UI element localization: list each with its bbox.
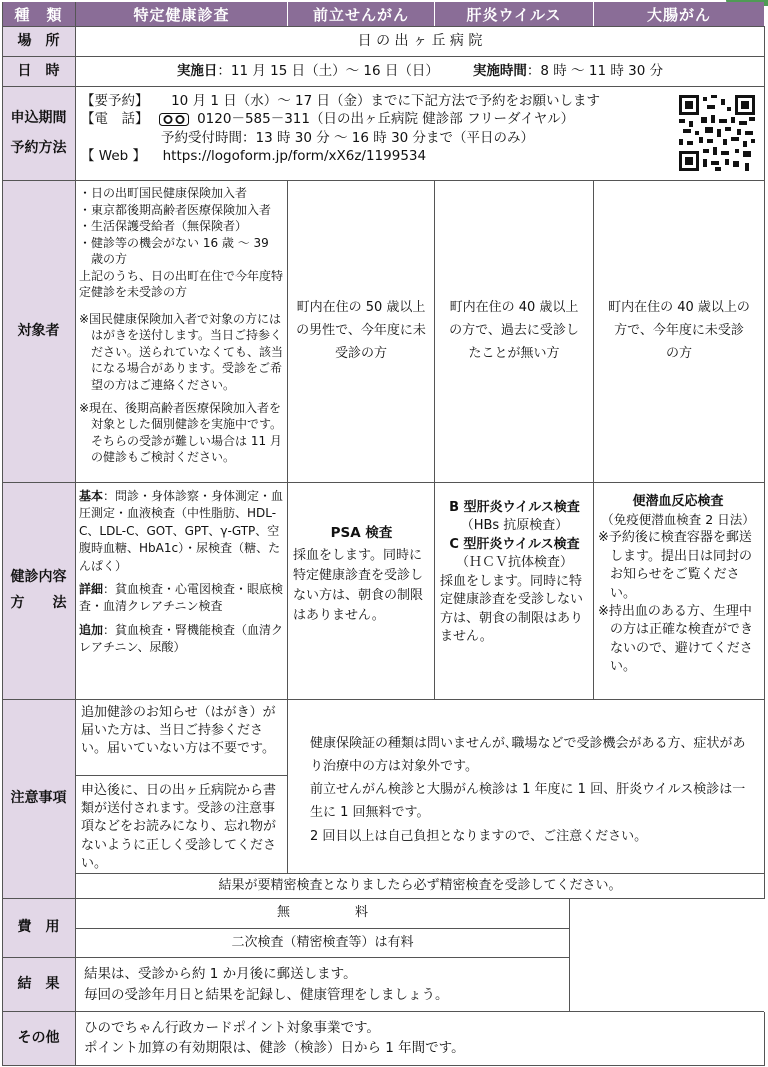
result-content bbox=[76, 958, 569, 1011]
reserve-text: 10 月 1 日（水）～ 17 日（金）までに下記方法で予約をお願いします bbox=[171, 93, 600, 109]
grid-line bbox=[2, 957, 569, 958]
notes-right-line-3: 2 回目以上は自己負担となりますので、ご注意ください。 bbox=[310, 828, 648, 844]
header-hepatitis-virus: 肝炎ウイルス bbox=[435, 2, 593, 26]
basic-label: 基本 bbox=[79, 489, 104, 503]
hcv-sub: （ＨＣＶ抗体検査） bbox=[455, 555, 573, 571]
target-note-2: ※現在、後期高齢者医療保険加入者を対象とした個別健診を実施中です。そちらの受診が難しい場合は 11 月の健診もご検討ください。 bbox=[79, 400, 283, 465]
grid-line bbox=[434, 181, 435, 699]
reserve-line bbox=[81, 92, 764, 110]
extra-label: 追加 bbox=[79, 622, 104, 637]
notes-right bbox=[288, 700, 764, 873]
exec-time-label: 実施時間 bbox=[472, 62, 527, 79]
notes-left-2: 申込後に、日の出ヶ丘病院から書類が送付されます。受診の注意事項などをお読みになり、忘れ物がないように正しく受診してください。 bbox=[76, 776, 287, 873]
target-specific-text: 上記のうち、日の出町在住で今年度特定健診を未受診の方 bbox=[79, 268, 284, 300]
other-content bbox=[76, 1012, 764, 1065]
grid-line bbox=[75, 2, 76, 1066]
hbs-sub: （HBs 抗原検査） bbox=[460, 518, 569, 534]
date-label: 日 時 bbox=[2, 57, 75, 86]
application-label bbox=[2, 87, 75, 180]
grid-line bbox=[76, 775, 287, 776]
basic-text: ：問診・身体診察・身体測定・血圧測定・血液検査（中性脂肪、HDL-C、LDL-C、GOT、GPT、γ-GTP、空腹時血糖、HbA1c）・尿検査（糖、たんぱく） bbox=[79, 489, 284, 573]
exec-day-value: ：11 月 15 日（土）～ 16 日（日） bbox=[217, 62, 439, 79]
target-colon: 町内在住の 40 歳以上の方で、今年度に未受診の方 bbox=[594, 181, 764, 482]
cost-free: 無 料 bbox=[76, 899, 569, 928]
grid-line bbox=[2, 26, 764, 27]
notes-right-line-2: 前立せんがん検診と大腸がん検診は 1 年度に 1 回、肝炎ウイルス検診は一生に 1 回無料です。 bbox=[310, 782, 746, 821]
phone-label: 【電 話】 bbox=[81, 111, 149, 128]
target-item-4: ・健診等の機会がない 16 歳 ～ 39 歳の方 bbox=[79, 235, 269, 267]
colon-title: 便潜血反応検査 bbox=[632, 494, 724, 509]
application-content bbox=[76, 87, 764, 180]
colon-note-1: ※予約後に検査容器を郵送します。提出日は同封のお知らせをご覧ください。 bbox=[598, 530, 752, 601]
grid-line bbox=[287, 181, 288, 873]
result-line-2: 毎回の受診年月日と結果を記録し、健康管理をしましょう。 bbox=[84, 986, 449, 1003]
grid-line bbox=[2, 699, 764, 700]
colon-note-2: ※持出血のある方、生理中の方は正確な検査ができないので、避けてください。 bbox=[598, 604, 754, 675]
application-label-line1: 申込期間 bbox=[10, 109, 67, 126]
target-item-2: ・東京都後期高齢者医療保険加入者 bbox=[79, 202, 272, 217]
content-hepatitis bbox=[435, 483, 593, 699]
header-colon-cancer: 大腸がん bbox=[594, 2, 764, 26]
grid-line bbox=[2, 86, 764, 87]
web-url-link[interactable]: https://logoform.jp/form/xX6z/1199534 bbox=[162, 148, 427, 165]
cost-secondary: 二次検査（精密検査等）は有料 bbox=[76, 929, 569, 957]
header-specific-checkup: 特定健康診査 bbox=[76, 2, 287, 26]
grid-line bbox=[2, 482, 764, 483]
exec-day-label: 実施日 bbox=[176, 62, 218, 79]
qr-code-icon[interactable] bbox=[679, 95, 755, 171]
header-prostate-cancer: 前立せんがん bbox=[288, 2, 434, 26]
content-label-line1: 健診内容 bbox=[10, 569, 67, 586]
other-line-1: ひのでちゃん行政カードポイント対象事業です。 bbox=[84, 1020, 380, 1036]
content-basic bbox=[79, 488, 284, 575]
extra-text: ：貧血検査・腎機能検査（血清クレアチニン、尿酸） bbox=[79, 622, 284, 655]
target-item-3: ・生活保護受給者（無保険者） bbox=[79, 219, 248, 234]
grid-line bbox=[2, 2, 3, 1066]
notes-right-line-1: 健康保険証の種類は問いませんが､職場などで受診機会がある方、症状があり治療中の方は対象外です。 bbox=[310, 736, 746, 775]
reserve-label: 【要予約】 bbox=[81, 93, 149, 109]
target-prostate: 町内在住の 50 歳以上の男性で、今年度に未受診の方 bbox=[288, 181, 434, 482]
notes-left-1: 追加健診のお知らせ（はがき）が届いた方は、当日ご持参ください。届いていない方は不要です。 bbox=[76, 700, 287, 775]
content-prostate bbox=[288, 483, 434, 699]
detail-label: 詳細 bbox=[79, 581, 104, 596]
colon-sub: （免疫便潜血検査 2 日法） bbox=[601, 512, 755, 528]
target-specific bbox=[76, 181, 287, 482]
hep-text: 採血をします。同時に特定健康診査を受診しない方は、朝食の制限はありません。 bbox=[440, 573, 584, 645]
grid-line bbox=[569, 899, 570, 1011]
content-label bbox=[2, 483, 75, 699]
other-line-2: ポイント加算の有効期限は、健診（検診）日から 1 年間です。 bbox=[84, 1040, 465, 1057]
phone-hours: 予約受付時間：13 時 30 分 ～ 16 時 30 分まで（平日のみ） bbox=[161, 129, 535, 146]
notes-bottom: 結果が要精密検査となりましたら必ず精密検査を受診してください。 bbox=[76, 874, 764, 898]
content-label-line2: 方 法 bbox=[10, 595, 67, 611]
other-label: その他 bbox=[2, 1012, 75, 1065]
grid-line bbox=[2, 56, 764, 57]
application-label-line2: 予約方法 bbox=[10, 139, 67, 156]
hcv-title: C 型肝炎ウイルス検査 bbox=[449, 536, 580, 552]
web-line bbox=[81, 147, 764, 165]
grid-line bbox=[2, 180, 764, 181]
target-label: 対象者 bbox=[2, 181, 75, 482]
header-type: 種 類 bbox=[2, 2, 75, 26]
phone-text[interactable]: 0120－585－311（日の出ヶ丘病院 健診部 フリーダイヤル） bbox=[197, 111, 575, 128]
grid-line bbox=[2, 1011, 764, 1012]
free-dial-icon bbox=[159, 113, 189, 126]
notes-label: 注意事項 bbox=[2, 700, 75, 898]
grid-line bbox=[76, 928, 569, 929]
place-label: 場 所 bbox=[2, 27, 75, 56]
content-colon bbox=[594, 483, 764, 699]
grid-line bbox=[764, 1012, 765, 1066]
cost-label: 費 用 bbox=[2, 899, 75, 957]
content-detail bbox=[79, 581, 284, 616]
phone-line bbox=[81, 110, 764, 128]
target-hepatitis: 町内在住の 40 歳以上の方で、過去に受診したことが無い方 bbox=[435, 181, 593, 482]
grid-line bbox=[764, 26, 765, 899]
result-line-1: 結果は、受診から約 1 か月後に郵送します。 bbox=[84, 966, 357, 982]
hbs-title: B 型肝炎ウイルス検査 bbox=[449, 500, 580, 515]
place-value: 日 の 出 ヶ 丘 病 院 bbox=[76, 27, 764, 56]
exec-time-value: ：8 時 ～ 11 時 30 分 bbox=[526, 62, 664, 79]
target-item-1: ・日の出町国民健康保険加入者 bbox=[79, 186, 248, 200]
content-specific bbox=[76, 483, 287, 699]
result-label: 結 果 bbox=[2, 958, 75, 1011]
content-extra bbox=[79, 622, 284, 657]
target-note-1: ※国民健康保険加入者で対象の方にははがきを送付します。当日ご持参ください。送られていなくても、該当になる場合があります。受診をご希望の方はご連絡ください。 bbox=[79, 311, 284, 393]
date-value bbox=[76, 57, 764, 86]
psa-title: PSA 検査 bbox=[330, 525, 393, 541]
psa-text: 採血をします。同時に特定健康診査を受診しない方は、朝食の制限はありません。 bbox=[293, 547, 424, 624]
grid-line bbox=[2, 1065, 764, 1066]
grid-line bbox=[2, 898, 764, 899]
grid-line bbox=[593, 181, 594, 699]
web-label: 【 Web 】 bbox=[81, 148, 147, 165]
grid-line bbox=[76, 873, 764, 874]
detail-text: ：貧血検査・心電図検査・眼底検査・血清クレアチニン検査 bbox=[79, 581, 284, 614]
